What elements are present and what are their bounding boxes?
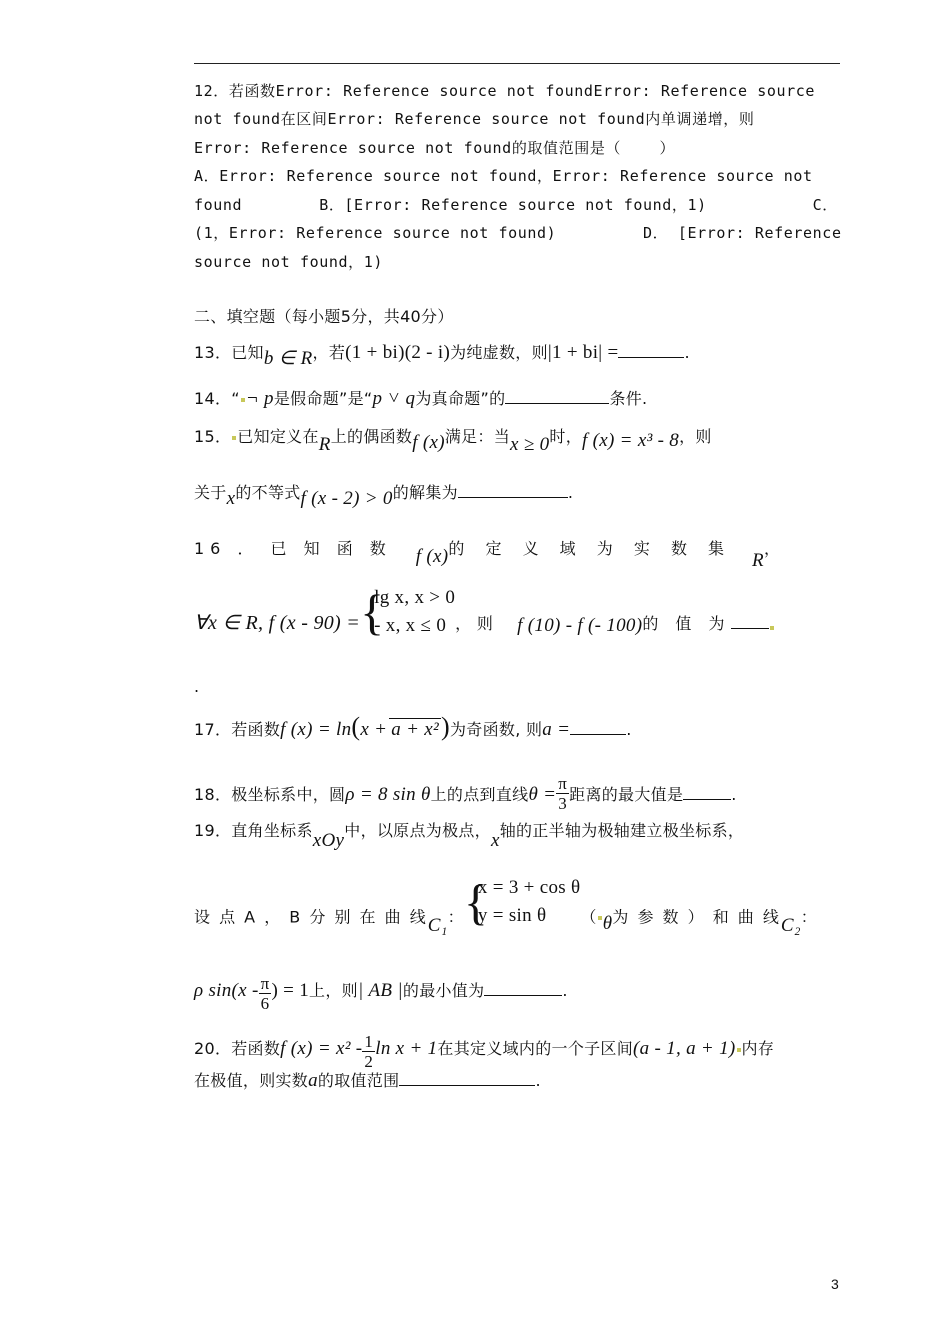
q19-eq-1: x = 3 + cos θ (477, 877, 581, 898)
q19-text-4: 为 参 数 ） 和 曲 线 (612, 907, 781, 927)
anchor-dot (598, 916, 602, 920)
q16-case-2: - x, x ≤ 0 (374, 615, 447, 636)
question-20-line-2 (194, 1070, 840, 1092)
q16-fx: f (x) (415, 546, 449, 567)
q12-option-a: A．Error: Reference source not found，Error: Reference source not (194, 167, 813, 185)
q15-text-3: 满足：当 (444, 427, 511, 446)
question-17: 17．若函数f (x) = ln(x + a + x²)为奇函数, 则a = . (194, 712, 632, 741)
q18-fraction (556, 774, 569, 813)
q14-end: 条件. (609, 389, 648, 408)
q15-answer-blank (458, 482, 568, 498)
q18-text-2: 距离的最大值是 (569, 785, 684, 804)
q19-paren: （ (580, 907, 597, 927)
question-15 (194, 426, 840, 455)
q19-C2: C₂ (780, 914, 801, 936)
q12-option-c: (1，Error: Reference source not found) D． [Error: Reference (194, 224, 842, 242)
question-18 (194, 776, 840, 815)
q20-log-term: ln x + 1 (375, 1038, 438, 1059)
q13-abs: |1 + bi| = (547, 342, 619, 363)
q17-prefix: 17．若函数 (194, 720, 281, 739)
question-14 (194, 388, 840, 410)
header-rule (194, 63, 840, 64)
q19-AB: | AB | (357, 980, 403, 1001)
q19-x: x (490, 830, 500, 851)
q19-numerator: π (260, 974, 270, 993)
q15-text-6: 关于 (194, 483, 227, 502)
q19-text-2: 轴的正半轴为极轴建立极坐标系， (499, 821, 745, 840)
q19-colon-2: ： (800, 907, 818, 927)
q19-xOy: xOy (312, 830, 345, 851)
page-number: 3 (831, 1276, 839, 1292)
q16-text-2: ， 则 (455, 613, 494, 633)
q19-end: . (562, 981, 568, 1000)
q19-theta: θ (602, 912, 613, 934)
q15-inequality: f (x - 2) > 0 (300, 488, 393, 509)
q20-fraction (362, 1032, 375, 1071)
question-15-line-2 (194, 482, 840, 509)
q15-fx: f (x) (412, 432, 445, 453)
q20-denominator: 2 (364, 1052, 374, 1071)
q13-set: b ∈ R (263, 348, 313, 369)
q20-text-2: 内存 (741, 1039, 775, 1058)
q12-option-d: source not found，1) (194, 253, 383, 271)
q16-comma: ， (763, 539, 781, 558)
q15-text-2: 上的偶函数 (330, 427, 413, 446)
q17-answer-blank (570, 719, 626, 735)
question-16-line-2 (194, 584, 840, 660)
q15-prefix: 15． (194, 427, 232, 446)
anchor-dot (737, 1048, 741, 1052)
q20-text-3: 在极值，则实数 (194, 1071, 309, 1090)
q15-text-7: 的不等式 (235, 483, 301, 502)
q17-argument: x + (360, 719, 388, 740)
q18-answer-blank (683, 784, 731, 800)
q20-end: . (535, 1071, 541, 1090)
q16-answer-blank (731, 613, 769, 629)
q18-circle: ρ = 8 sin θ (345, 784, 431, 805)
q18-end: . (731, 785, 737, 804)
q14-text-2: 为真命题”的 (415, 389, 506, 408)
q17-end: . (626, 720, 632, 739)
q15-text-1: 已知定义在 (237, 427, 319, 446)
q14-not-p: ¬ p (245, 388, 274, 409)
q13-prefix: 13．已知 (194, 343, 264, 362)
q18-numerator: π (558, 774, 568, 793)
q15-R: R (318, 434, 331, 455)
q16-text-3: 的 值 为 (642, 613, 731, 633)
q12-line-2: not found在区间Error: Reference source not found内单调递增，则 (194, 110, 755, 128)
q19-prefix: 19．直角坐标系 (194, 821, 313, 840)
question-20 (194, 1030, 840, 1074)
q16-forall: ∀x ∈ R, f (x - 90) = (194, 611, 361, 634)
q17-radicand: a + x² (391, 719, 440, 740)
q20-interval: (a - 1, a + 1) (633, 1038, 736, 1059)
q17-text-1: 为奇函数, 则 (450, 720, 543, 739)
q13-expr: (1 + bi)(2 - i) (345, 342, 451, 363)
q16-expression: f (10) - f (- 100) (517, 614, 643, 636)
q12-option-b: found B．[Error: Reference source not found，1) C． (194, 196, 838, 214)
q19-C1: C₁ (427, 914, 448, 936)
q20-prefix: 20．若函数 (194, 1039, 281, 1058)
q12-line-1: 12．若函数Error: Reference source not foundError: Reference source (194, 82, 815, 100)
q13-mid: ，若 (312, 343, 346, 362)
q14-p-or-q: p ˅ q (372, 388, 416, 409)
q16-text-1: 的 定 义 域 为 实 数 集 (448, 539, 733, 558)
q15-x: x (226, 488, 236, 509)
q16-case-1: lg x, x > 0 (374, 587, 456, 608)
q15-text-5: ，则 (679, 427, 712, 446)
question-19-line-2 (194, 874, 840, 950)
q14-prefix: 14．“ (194, 389, 240, 408)
q19-eq-2: y = sin θ (477, 905, 547, 926)
q15-condition: x ≥ 0 (510, 434, 550, 455)
q14-text-1: 是假命题”是“ (273, 389, 373, 408)
q20-text-4: 的取值范围 (317, 1071, 400, 1090)
question-19-line-3 (194, 972, 840, 1022)
anchor-dot (232, 436, 236, 440)
q20-a: a (308, 1070, 318, 1091)
q19-denominator: 6 (260, 994, 270, 1013)
anchor-dot (770, 626, 774, 630)
q19-rho-sin: ρ sin(x - (194, 980, 259, 1001)
q19-brace: { (463, 874, 489, 930)
anchor-dot (241, 398, 245, 402)
q14-answer-blank (505, 388, 609, 404)
q13-answer-blank (618, 342, 684, 358)
question-13 (194, 342, 840, 369)
q16-piecewise (360, 584, 455, 640)
question-19 (194, 820, 840, 851)
q15-text-8: 的解集为 (392, 483, 458, 502)
q16-trailing-dot: . (194, 677, 200, 696)
q13-mid2: 为纯虚数，则 (450, 343, 548, 362)
q19-colon: ： (447, 907, 464, 927)
q16-prefix: 16 ． 已 知 函 数 (194, 539, 392, 558)
q19-answer-blank (484, 980, 562, 996)
q19-text-5: 上，则 (309, 981, 358, 1000)
q20-numerator: 1 (364, 1032, 374, 1051)
q15-end: . (567, 483, 574, 502)
q19-param-system (464, 874, 581, 930)
q16-brace: { (360, 584, 385, 640)
q20-fx: f (x) = x² - (280, 1038, 363, 1059)
q18-text-1: 上的点到直线 (430, 785, 529, 804)
section-heading: 二、填空题（每小题5分，共40分） (194, 307, 454, 326)
q18-denominator: 3 (558, 794, 568, 813)
q18-prefix: 18．极坐标系中，圆 (194, 785, 346, 804)
q13-end: . (684, 343, 690, 362)
q19-equals-one: ) = 1 (271, 980, 310, 1001)
q18-theta: θ = (528, 784, 557, 805)
q15-definition: f (x) = x³ - 8 (582, 430, 680, 451)
q19-text-6: 的最小值为 (402, 981, 485, 1000)
q19-text-3: 设 点 A ， B 分 别 在 曲 线 (194, 907, 428, 927)
q16-R: R (752, 550, 764, 571)
q19-fraction (259, 974, 272, 1013)
q17-a: a = (542, 719, 571, 740)
q15-text-4: 时， (549, 427, 583, 446)
q12-line-3: Error: Reference source not found的取值范围是（ ） (194, 139, 676, 157)
q20-text-1: 在其定义域内的一个子区间 (437, 1039, 634, 1058)
q19-text-1: 中，以原点为极点， (344, 821, 491, 840)
q20-answer-blank (399, 1070, 535, 1086)
q17-fx: f (x) = ln (280, 719, 352, 740)
question-16 (194, 538, 840, 571)
